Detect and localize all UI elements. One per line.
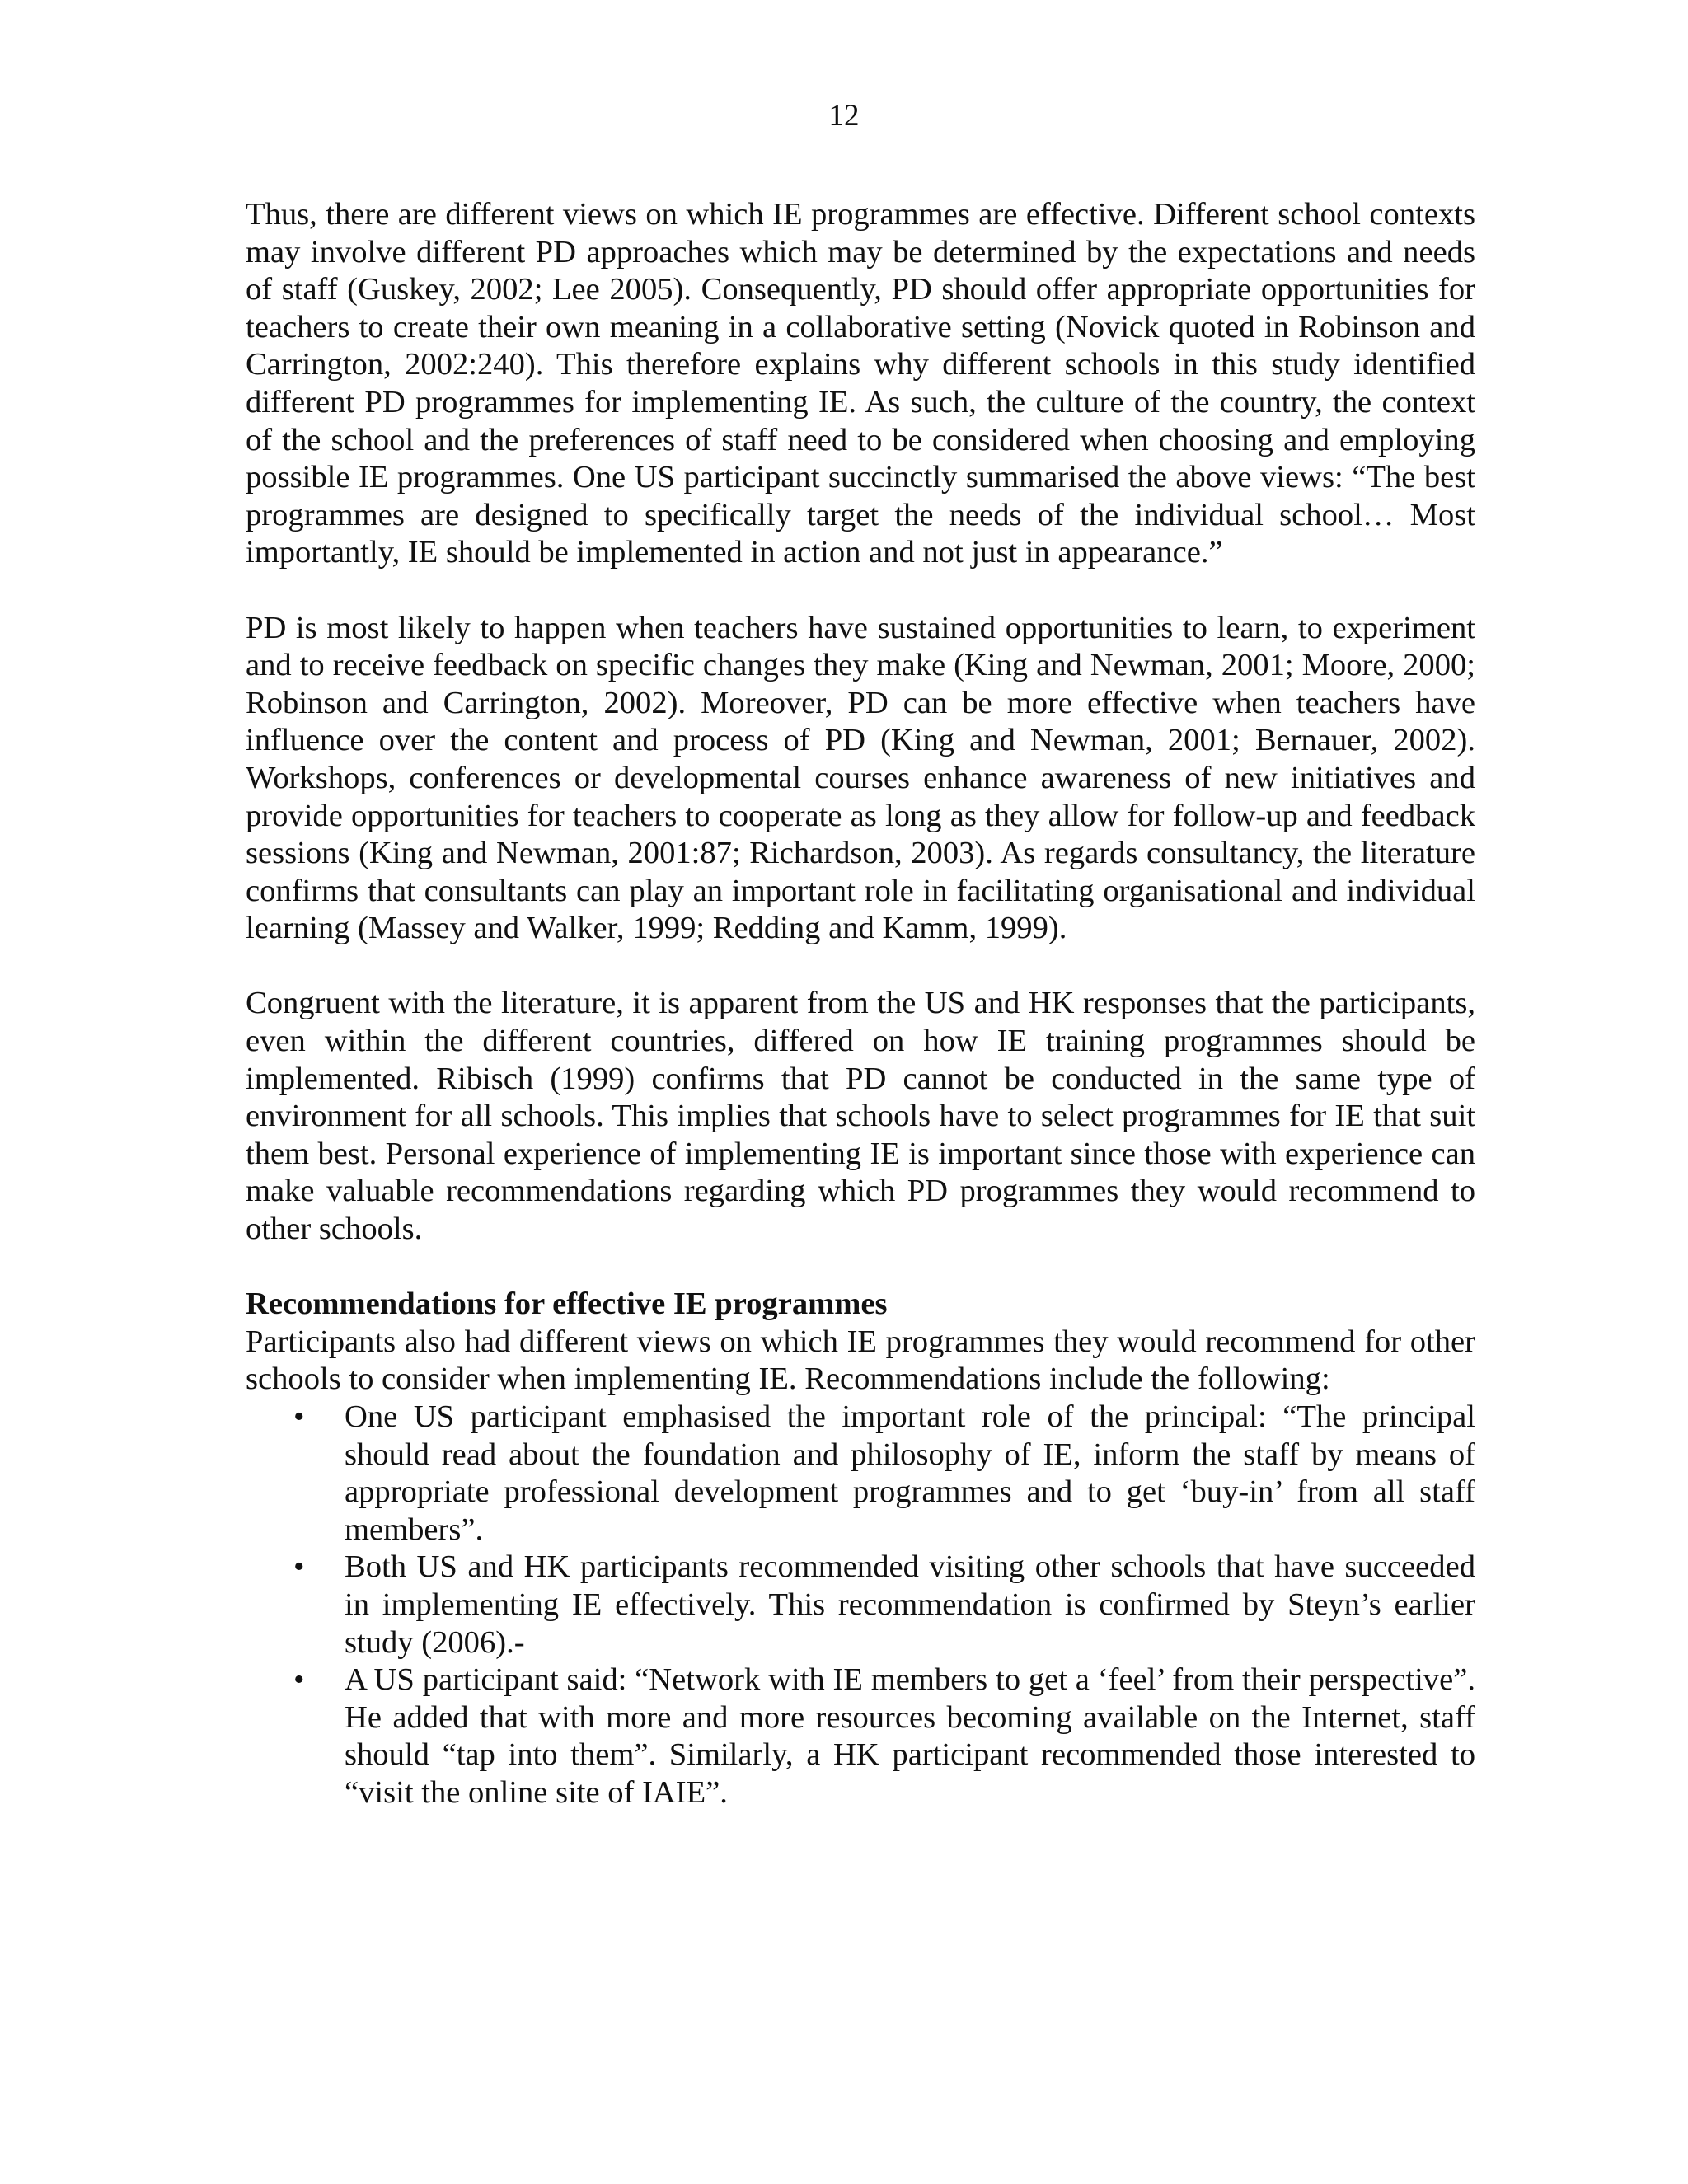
list-item-text: Both US and HK participants recommended visiting other schools that have succeeded in implementing IE effectively. This recommendation is confirmed by Steyn’s earlier study (2006).- [345, 1549, 1475, 1660]
list-item-text: A US participant said: “Network with IE members to get a ‘feel’ from their perspective”. He added that with more and more resources becoming available on the Internet, staff should “tap into them”. Similarly, a HK participant recommended those interested to “visit the online site of IAIE”. [345, 1662, 1475, 1810]
bullet-icon: • [293, 1399, 305, 1434]
paragraph-congruent-literature: Congruent with the literature, it is apparent from the US and HK responses that the participants, even within the different countries, differed on how IE training programmes should be implemented. Ribisch (1999) confirms that PD cannot be conducted in the same type of environment for all schools. This implies that schools have to select programmes for IE that suit them best. Personal experience of implementing IE is important since those with experience can make valuable recommendations regarding which PD programmes they would recommend to other schools. [246, 986, 1475, 1247]
section-intro: Participants also had different views on which IE programmes they would recommend for other schools to consider when implementing IE. Recommendations include the following: [246, 1324, 1475, 1397]
bullet-icon: • [293, 1549, 305, 1585]
paragraph-views-on-programmes: Thus, there are different views on which IE programmes are effective. Different school contexts may involve different PD approaches which may be determined by the expectations and needs of staff (Guskey, 2002; Lee 2005). Consequently, PD should offer appropriate opportunities for teachers to create their own meaning in a collaborative setting (Novick quoted in Robinson and Carrington, 2002:240). This therefore explains why different schools in this study identified different PD programmes for implementing IE. As such, the culture of the country, the context of the school and the preferences of staff need to be considered when choosing and employing possible IE programmes. One US participant succinctly summarised the above views: “The best programmes are designed to specifically target the needs of the individual school… Most importantly, IE should be implemented in action and not just in appearance.” [246, 197, 1475, 570]
list-item [246, 1549, 1475, 1661]
document-body [246, 196, 1475, 1812]
page-number: 12 [828, 99, 860, 133]
list-item-text: One US participant emphasised the important role of the principal: “The principal should read about the foundation and philosophy of IE, inform the staff by means of appropriate professional development programmes and to get ‘buy-in’ from all staff members”. [345, 1399, 1475, 1547]
paragraph-pd-conditions: PD is most likely to happen when teachers have sustained opportunities to learn, to experiment and to receive feedback on specific changes they make (King and Newman, 2001; Moore, 2000; Robinson and Carrington, 2002). Moreover, PD can be more effective when teachers have influence over the content and process of PD (King and Newman, 2001; Bernauer, 2002). Workshops, conferences or developmental courses enhance awareness of new initiatives and provide opportunities for teachers to cooperate as long as they allow for follow-up and feedback sessions (King and Newman, 2001:87; Richardson, 2003). As regards consultancy, the literature confirms that consultants can play an important role in facilitating organisational and individual learning (Massey and Walker, 1999; Redding and Kamm, 1999). [246, 610, 1475, 946]
bullet-icon: • [293, 1662, 305, 1698]
section-heading: Recommendations for effective IE programmes [246, 1286, 888, 1322]
list-item [246, 1661, 1475, 1811]
recommendations-list [246, 1399, 1475, 1812]
list-item [246, 1399, 1475, 1549]
